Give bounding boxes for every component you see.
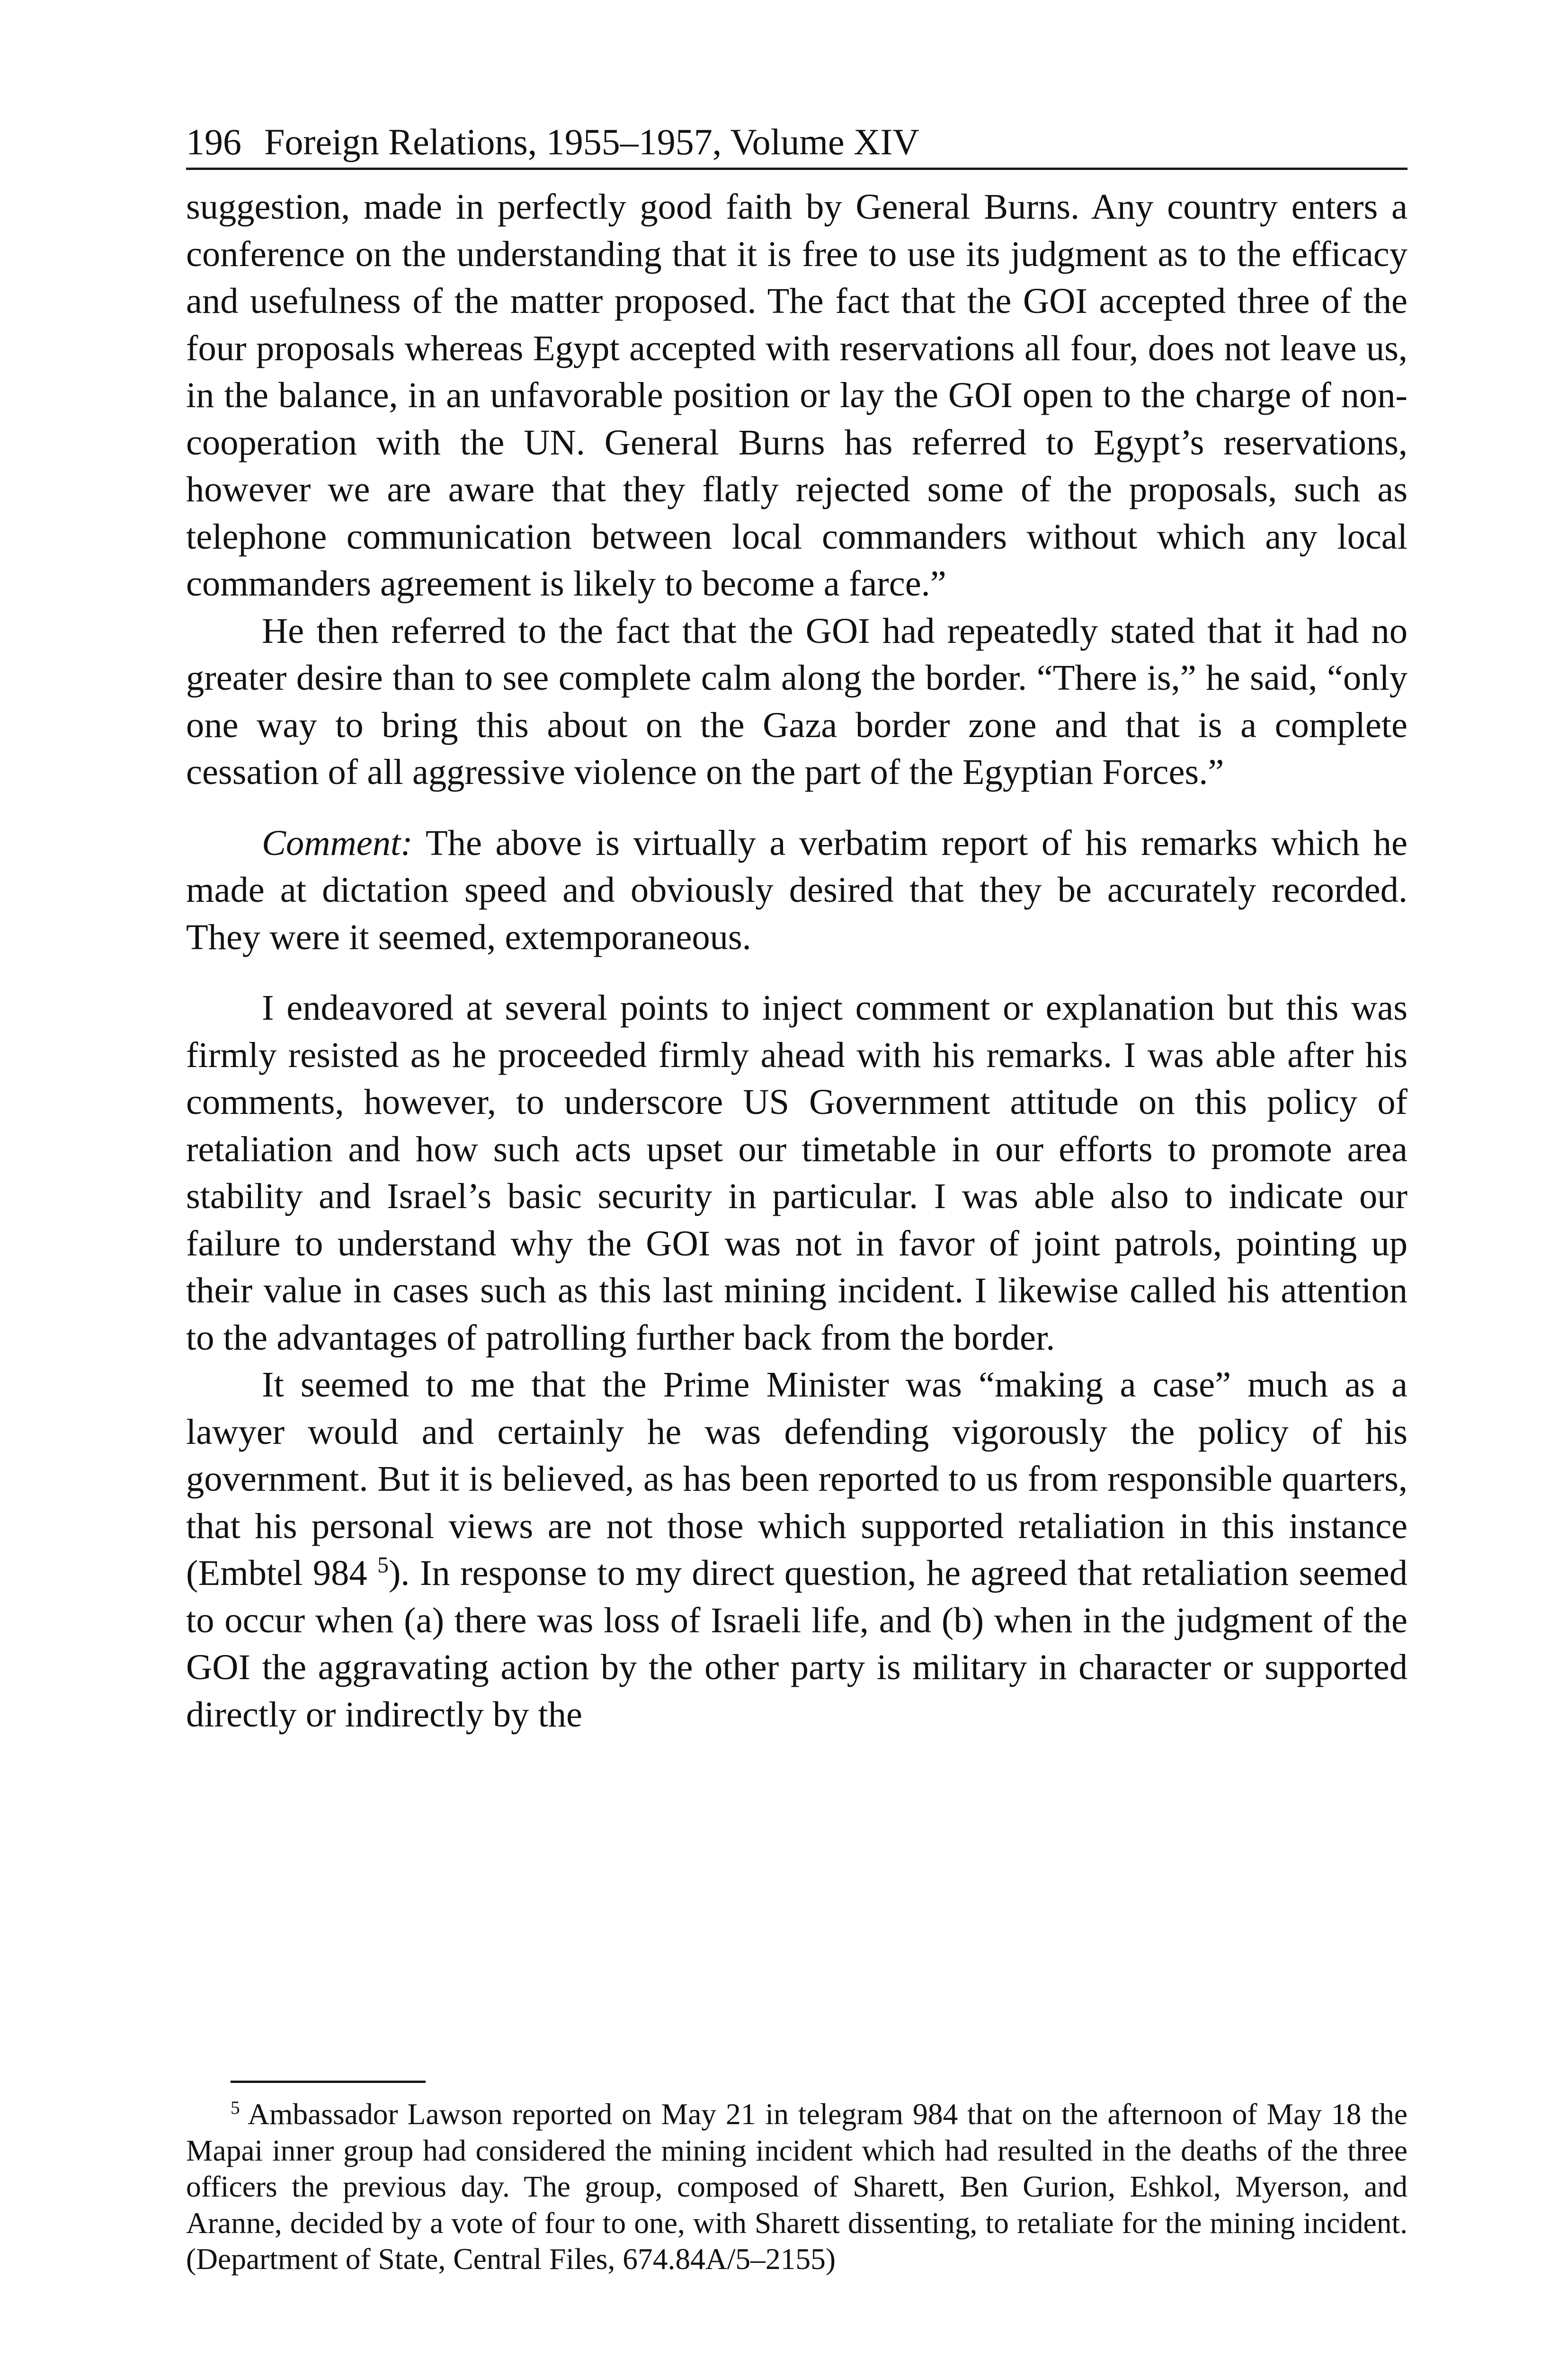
running-head	[186, 118, 1408, 170]
comment-text: The above is virtually a verbatim report of his remarks which he made at dictation speed and obviously desired that they be accurately recorded. They were it seemed, extemporaneous.	[186, 822, 1408, 957]
footnote	[186, 2096, 1408, 2278]
paragraph-gaza-border: He then referred to the fact that the GOI had repeatedly stated that it had no greater desire than to see complete calm along the border. “There is,” he said, “only one way to bring this about on the Gaza border zone and that is a complete cessation of all aggressive violence on the part of the Egyptian Forces.”	[186, 610, 1408, 792]
footnote-marker: 5	[231, 2097, 240, 2118]
paragraph-text-before-ref: It seemed to me that the Prime Minister was “making a case” much as a lawyer would and certainly he was defending vigorously the policy of his government. But it is believed, as has been reported to us from responsible quarters, that his personal views are not those which supported retaliation in this instance (Embtel 984	[186, 1364, 1408, 1593]
footnote-text: Ambassador Lawson reported on May 21 in telegram 984 that on the afternoon of May 18 the Mapai inner group had considered the mining incident which had resulted in the deaths of the three officers the previous day. The group, composed of Sharett, Ben Gurion, Eshkol, Myerson, and Aranne, decided by a vote of four to one, with Sharett dissenting, to retaliate for the mining incident. (Department of State, Central Files, 674.84A/5–2155)	[186, 2097, 1408, 2276]
footnote-rule	[231, 2081, 426, 2083]
paragraph-endeavored: I endeavored at several points to inject comment or explanation but this was firmly resisted as he proceeded firmly ahead with his remarks. I was able after his comments, however, to underscore US Government attitude on this policy of retaliation and how such acts upset our timetable in our efforts to promote area stability and Israel’s basic security in particular. I was able also to indicate our failure to understand why the GOI was not in favor of joint patrols, pointing up their value in cases such as this last mining incident. I likewise called his attention to the advantages of patrolling further back from the border.	[186, 988, 1408, 1358]
paragraph-text-after-ref: ). In response to my direct question, he agreed that retaliation seemed to occur when (a) there was loss of Israeli life, and (b) when in the judgment of the GOI the aggravating action by the other party is military in character or supported directly or indirectly by the	[186, 1553, 1408, 1735]
body-text	[186, 183, 1408, 1738]
page-content	[186, 118, 1408, 1738]
footnote-reference: 5	[377, 1553, 389, 1578]
running-head-title: Foreign Relations, 1955–1957, Volume XIV	[264, 121, 919, 162]
paragraph-comment	[186, 819, 1408, 961]
paragraph-prime-minister	[186, 1361, 1408, 1738]
comment-label: Comment:	[262, 822, 413, 863]
paragraph-continued-quote: suggestion, made in perfectly good faith by General Burns. Any country enters a conference on the understanding that it is free to use its judgment as to the efficacy and usefulness of the matter proposed. The fact that the GOI accepted three of the four proposals whereas Egypt accepted with reservations all four, does not leave us, in the balance, in an unfavorable position or lay the GOI open to the charge of non-cooperation with the UN. General Burns has referred to Egypt’s reservations, however we are aware that they flatly rejected some of the proposals, such as telephone communication between local commanders without which any local commanders agreement is likely to become a farce.”	[186, 187, 1408, 604]
page-number: 196	[186, 121, 241, 162]
